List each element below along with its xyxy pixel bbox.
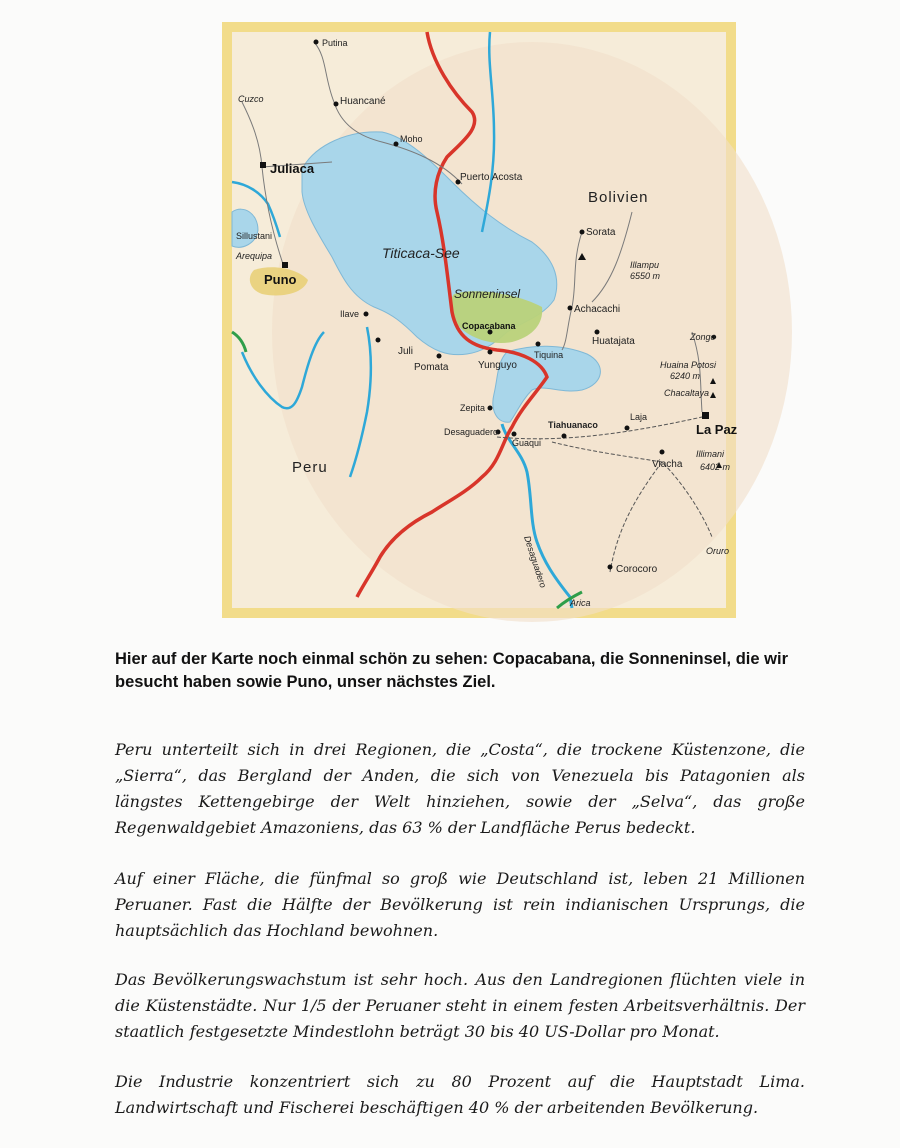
label-pomata: Pomata [414,362,449,373]
dot-moho [394,142,399,147]
label-putina: Putina [322,38,348,48]
label-sillustani: Sillustani [236,231,273,241]
label-huaina-potosi-height: 6240 m [670,371,701,381]
dot-lapaz [702,412,709,419]
dot-achacachi [568,306,573,311]
label-zongo: Zongo [690,332,716,342]
label-titicaca-see: Titicaca-See [382,245,460,261]
dot-yunguyo [488,350,493,355]
label-yunguyo: Yunguyo [478,360,517,371]
label-moho: Moho [400,134,423,144]
label-arica: Arica [570,598,591,608]
dot-guaqui [512,432,517,437]
dot-laja [625,426,630,431]
label-illimani: Illimani [696,449,725,459]
dot-sorata [580,230,585,235]
dot-juli [376,338,381,343]
label-puerto-acosta: Puerto Acosta [460,172,523,183]
label-tiquina: Tiquina [534,350,564,360]
label-la-paz: La Paz [696,422,738,437]
label-illampu: Illampu [630,260,660,270]
label-huaina-potosi: Huaina Potosi [660,360,717,370]
label-sonneninsel: Sonneninsel [454,287,521,301]
dot-zepita [488,406,493,411]
dot-tiahuanaco [562,434,567,439]
dot-puno [282,262,288,268]
label-peru: Peru [292,459,328,476]
label-desaguadero-river: Desaguadero [522,534,549,590]
label-copacabana: Copacabana [462,321,516,331]
label-tiahuanaco: Tiahuanaco [548,420,598,430]
label-illampu-height: 6550 m [630,271,661,281]
dot-huancane [334,102,339,107]
label-huancane: Huancané [340,96,386,107]
map-frame [222,22,736,618]
label-zepita: Zepita [460,403,486,413]
label-puno: Puno [264,272,297,287]
dot-ilave [364,312,369,317]
paragraph-population: Auf einer Fläche, die fünfmal so groß wie Deutschland ist, leben 21 Millionen Peruaner. Fast die Hälfte der Bevölkerung ist rein indianischen Ursprungs, die hauptsächlich das Hochland bewohnen. [115,869,805,940]
label-oruro: Oruro [706,546,730,556]
dot-huatajata [595,330,600,335]
label-desaguadero-town: Desaguadero [444,427,499,437]
dot-juliaca [260,162,266,168]
label-viacha: Viacha [652,459,683,470]
paragraph-regions: Peru unterteilt sich in drei Regionen, die „Costa“, die trockene Küstenzone, die „Sierra“, das Bergland der Anden, die sich von Venezuela bis Patagonien als längstes Kettengebirge der Welt hinziehen, sowie der „Selva“, das große Regenwaldgebiet Amazoniens, das 63 % der Landfläche Perus bedeckt. [115,740,805,837]
label-huatajata: Huatajata [592,336,635,347]
label-chacaltaya: Chacaltaya [664,388,710,398]
label-corocoro: Corocoro [616,564,658,575]
titicaca-map [232,32,738,608]
label-guaqui: Guaqui [512,438,542,448]
paragraph-industry: Die Industrie konzentriert sich zu 80 Prozent auf die Hauptstadt Lima. Landwirtschaft und Fischerei beschäftigen 40 % der arbeitenden Bevölkerung. [115,1072,805,1117]
dot-viacha [660,450,665,455]
paragraph-growth: Das Bevölkerungswachstum ist sehr hoch. Aus den Landregionen flüchten viele in die Küstenstädte. Nur 1/5 der Peruaner steht in einem festen Arbeitsverhältnis. Der staatlich festgesetzte Mindestlohn beträgt 30 bis 40 US-Dollar pro Monat. [115,970,805,1041]
map-caption: Hier auf der Karte noch einmal schön zu sehen: Copacabana, die Sonneninsel, die wir besucht haben sowie Puno, unser nächstes Ziel. [115,650,788,691]
label-arequipa: Arequipa [236,251,273,261]
label-ilave: Ilave [340,309,360,319]
dot-tiquina [536,342,541,347]
label-bolivien: Bolivien [588,189,649,206]
dot-putina [314,40,319,45]
label-sorata: Sorata [586,227,616,238]
dot-corocoro [608,565,613,570]
label-achacachi: Achacachi [574,304,621,315]
label-illimani-height: 6402 m [700,462,731,472]
label-cuzco: Cuzco [238,94,264,104]
label-juli: Juli [398,346,414,357]
label-juliaca: Juliaca [270,161,315,176]
dot-pomata [437,354,442,359]
label-laja: Laja [630,412,648,422]
